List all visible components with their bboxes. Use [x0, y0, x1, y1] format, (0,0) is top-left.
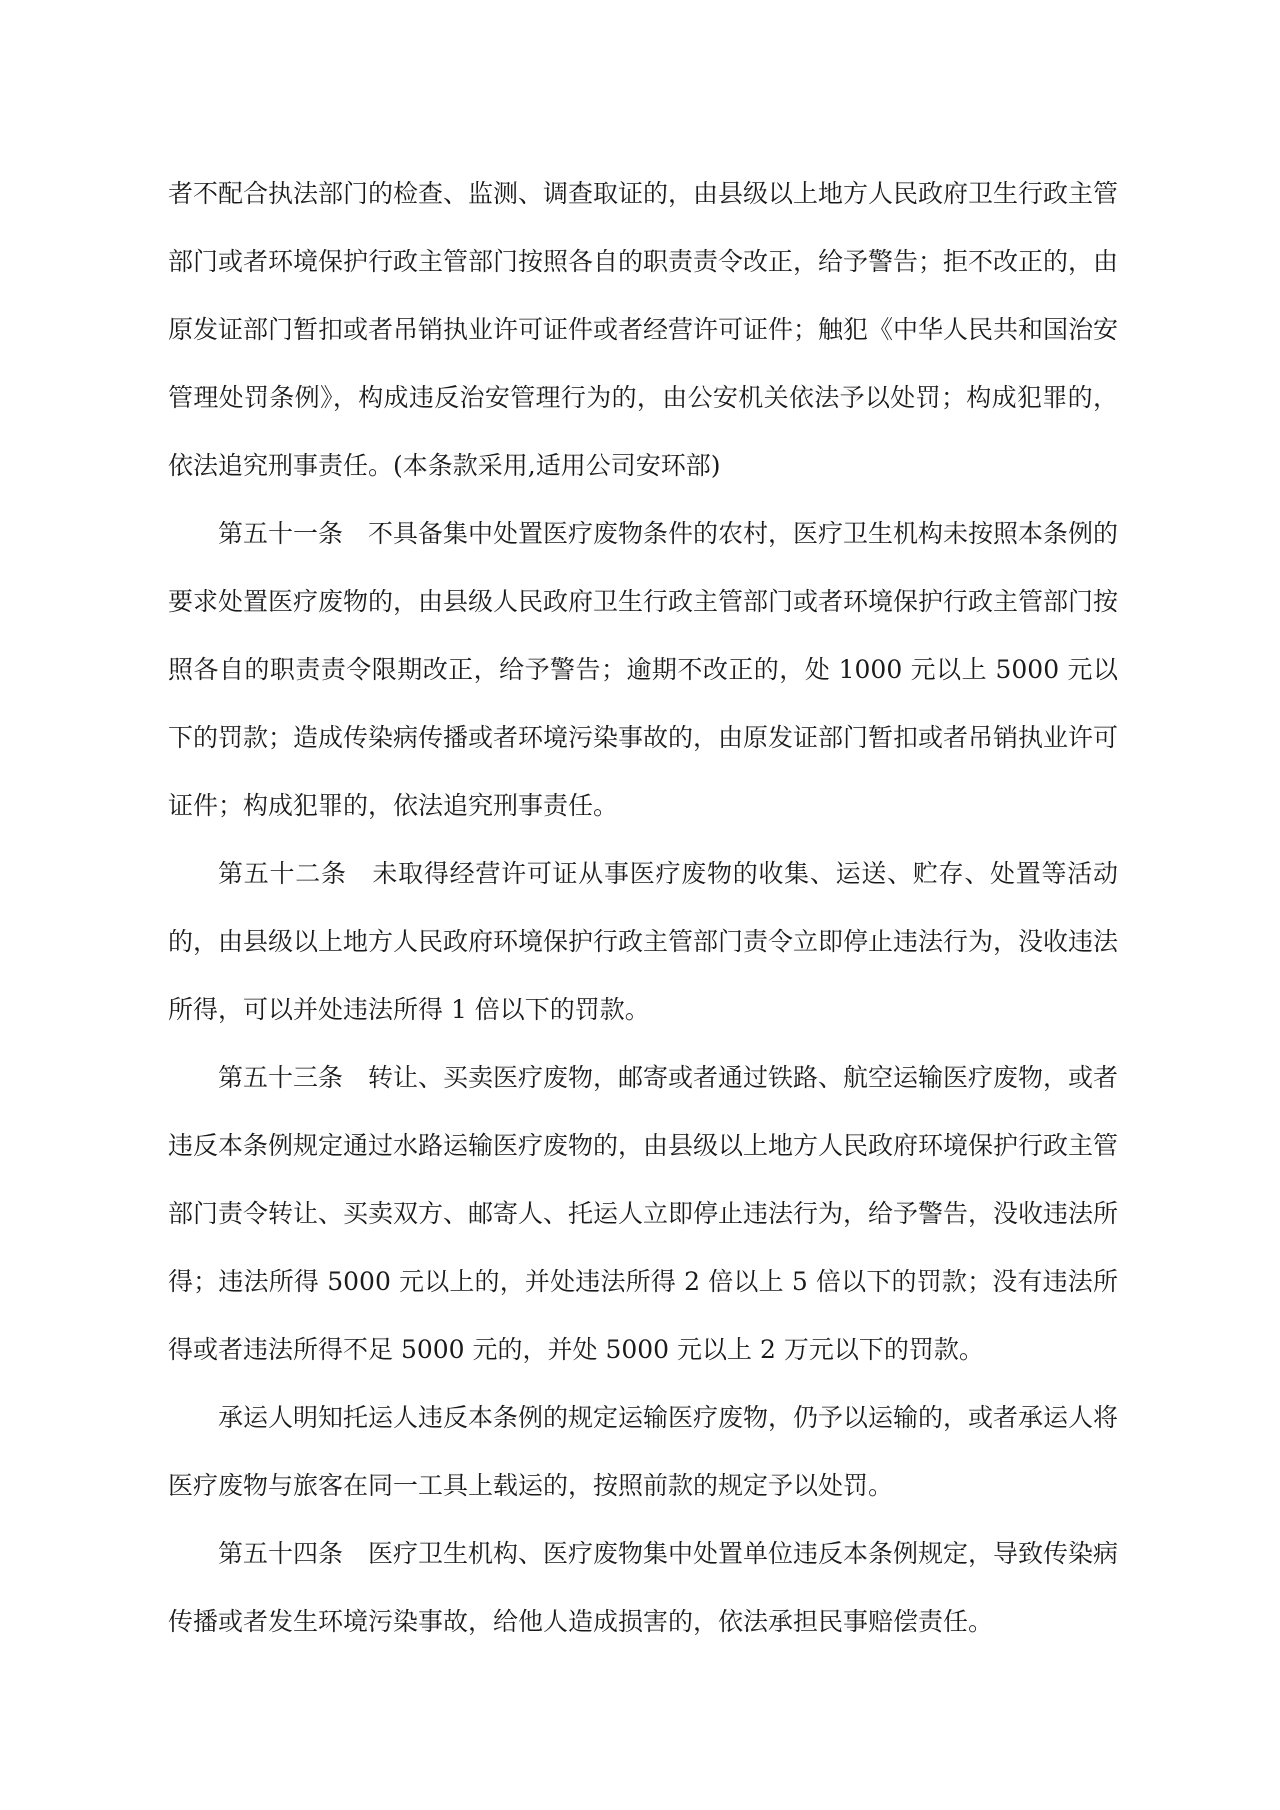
paragraph-article-54: 第五十四条 医疗卫生机构、医疗废物集中处置单位违反本条例规定，导致传染病传播或者发生环境污染事故，给他人造成损害的，依法承担民事赔偿责任。	[168, 1539, 1119, 1636]
paragraph-article-52: 第五十二条 未取得经营许可证从事医疗废物的收集、运送、贮存、处置等活动的，由县级以上地方人民政府环境保护行政主管部门责令立即停止违法行为，没收违法所得，可以并处违法所得 1 倍以下的罚款。	[168, 859, 1119, 1024]
paragraph-article-53-carrier: 承运人明知托运人违反本条例的规定运输医疗废物，仍予以运输的，或者承运人将医疗废物与旅客在同一工具上载运的，按照前款的规定予以处罚。	[168, 1403, 1119, 1500]
paragraph-article-53: 第五十三条 转让、买卖医疗废物，邮寄或者通过铁路、航空运输医疗废物，或者违反本条例规定通过水路运输医疗废物的，由县级以上地方人民政府环境保护行政主管部门责令转让、买卖双方、邮寄人、托运人立即停止违法行为，给予警告，没收违法所得；违法所得 5000 元以上的，并处违法所得 2 倍以上 5 倍以下的罚款；没有违法所得或者违法所得不足 5000 元的，并处 5000 元以上 2 万元以下的罚款。	[168, 1063, 1119, 1364]
paragraph-continuation-article-50: 者不配合执法部门的检查、监测、调查取证的，由县级以上地方人民政府卫生行政主管部门或者环境保护行政主管部门按照各自的职责责令改正，给予警告；拒不改正的，由原发证部门暂扣或者吊销执业许可证件或者经营许可证件；触犯《中华人民共和国治安管理处罚条例》，构成违反治安管理行为的，由公安机关依法予以处罚；构成犯罪的，依法追究刑事责任。(本条款采用,适用公司安环部)	[168, 179, 1119, 480]
document-body	[168, 160, 1118, 1656]
paragraph-article-51: 第五十一条 不具备集中处置医疗废物条件的农村，医疗卫生机构未按照本条例的要求处置医疗废物的，由县级人民政府卫生行政主管部门或者环境保护行政主管部门按照各自的职责责令限期改正，给予警告；逾期不改正的，处 1000 元以上 5000 元以下的罚款；造成传染病传播或者环境污染事故的，由原发证部门暂扣或者吊销执业许可证件；构成犯罪的，依法追究刑事责任。	[168, 519, 1119, 820]
